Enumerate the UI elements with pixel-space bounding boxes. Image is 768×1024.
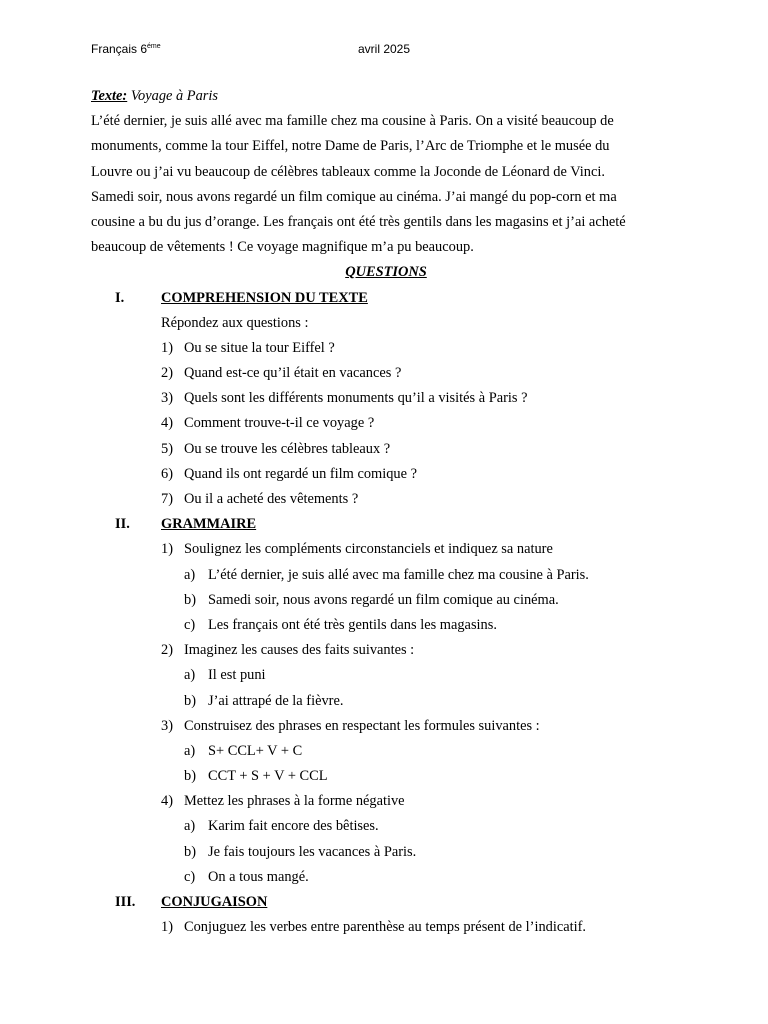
item-number: 4) [161,793,173,810]
section-heading-grammaire [91,512,681,537]
item-number: 3) [161,717,173,734]
sub-item-text: S+ CCL+ V + C [208,742,303,759]
item-text: Mettez les phrases à la forme négative [184,793,405,810]
sub-item-letter: c) [184,616,196,633]
section-number: I. [115,289,125,306]
item-text: Ou se situe la tour Eiffel ? [184,339,335,356]
section-number: II. [115,516,130,533]
exercise-item [91,789,681,814]
text-paragraph [91,109,681,260]
question-item [91,437,681,462]
item-number: 4) [161,415,173,432]
sub-item [91,689,681,714]
sub-item-letter: a) [184,742,196,759]
sub-item [91,814,681,839]
text-title: Voyage à Paris [130,88,218,104]
sub-item [91,764,681,789]
sub-item-text: Il est puni [208,667,266,684]
exercise-item [91,638,681,663]
item-text: Ou il a acheté des vêtements ? [184,491,359,507]
item-number: 7) [161,491,173,507]
page-header [91,42,691,60]
paragraph-line: monuments, comme la tour Eiffel, notre Dame de Paris, l’Arc de Triomphe et le musée du [91,138,610,155]
sub-item-letter: a) [184,566,196,583]
question-item [91,361,681,386]
sub-item-text: Je fais toujours les vacances à Paris. [208,843,417,860]
sub-item-letter: b) [184,692,196,709]
item-text: Comment trouve-t-il ce voyage ? [184,415,375,432]
sub-item-letter: b) [184,843,196,860]
sub-item [91,840,681,865]
item-number: 3) [161,390,173,407]
exercise-item [91,537,681,562]
paragraph-line: Samedi soir, nous avons regardé un film comique au cinéma. J’ai mangé du pop-corn et ma [91,188,617,205]
text-title-line [91,84,681,109]
item-text: Imaginez les causes des faits suivantes : [184,642,415,659]
paragraph-line: beaucoup de vêtements ! Ce voyage magnifique m’a pu beaucoup. [91,239,474,256]
document-body [91,84,681,940]
section-title: CONJUGAISON [161,894,268,910]
item-number: 1) [161,541,173,558]
paragraph-line: Louvre ou j’ai vu beaucoup de célèbres tableaux comme la Joconde de Léonard de Vinci. [91,163,605,180]
item-number: 2) [161,642,173,659]
question-item [91,336,681,361]
sub-item-text: On a tous mangé. [208,868,309,885]
sub-item-text: CCT + S + V + CCL [208,768,328,785]
section-heading-conjugaison [91,890,681,915]
item-number: 5) [161,440,173,457]
item-number: 1) [161,339,173,356]
paragraph-line: L’été dernier, je suis allé avec ma famille chez ma cousine à Paris. On a visité beaucoup de [91,113,614,130]
question-item [91,411,681,436]
sub-item-letter: a) [184,818,196,835]
sub-item-letter: b) [184,768,196,785]
exercise-item [91,915,681,940]
sub-item-text: Karim fait encore des bêtises. [208,818,379,835]
item-text: Conjuguez les verbes entre parenthèse au temps présent de l’indicatif. [184,919,586,936]
header-subject: Français $6^{éme}$ [91,42,161,56]
sub-item [91,613,681,638]
question-item [91,386,681,411]
paragraph-line: cousine a bu du jus d’orange. Les français ont été très gentils dans les magasins et j’ai acheté [91,213,626,230]
item-number: 2) [161,365,173,382]
item-text: Quand est-ce qu’il était en vacances ? [184,365,402,382]
sub-item [91,588,681,613]
item-text: Soulignez les compléments circonstanciels et indiquez sa nature [184,541,553,558]
section-title: GRAMMAIRE [161,516,257,533]
question-item [91,487,681,512]
sub-item [91,739,681,764]
section-title: COMPREHENSION DU TEXTE [161,289,368,306]
sub-item [91,563,681,588]
item-text: Quand ils ont regardé un film comique ? [184,465,417,482]
section-instruction: Répondez aux questions : [161,314,309,331]
exercise-item [91,714,681,739]
item-text: Quels sont les différents monuments qu’il a visités à Paris ? [184,390,528,407]
item-number: 6) [161,465,173,482]
text-label: Texte: [91,88,128,104]
sub-item-letter: a) [184,667,196,684]
sub-item-text: Samedi soir, nous avons regardé un film comique au cinéma. [208,591,559,608]
section-number: III. [115,894,136,910]
sub-item-letter: c) [184,868,196,885]
sub-item-text: L’été dernier, je suis allé avec ma famille chez ma cousine à Paris. [208,566,589,583]
sub-item-text: Les français ont été très gentils dans les magasins. [208,616,497,633]
header-date: avril 2025 [358,42,411,56]
item-number: 1) [161,919,173,936]
sub-item-text: J’ai attrapé de la fièvre. [208,692,344,709]
sub-item-letter: b) [184,591,196,608]
section-heading-comprehension [91,286,681,311]
item-text: Construisez des phrases en respectant les formules suivantes : [184,717,540,734]
sub-item [91,865,681,890]
question-item [91,462,681,487]
sub-item [91,663,681,688]
item-text: Ou se trouve les célèbres tableaux ? [184,440,391,457]
questions-heading: QUESTIONS [345,264,427,281]
